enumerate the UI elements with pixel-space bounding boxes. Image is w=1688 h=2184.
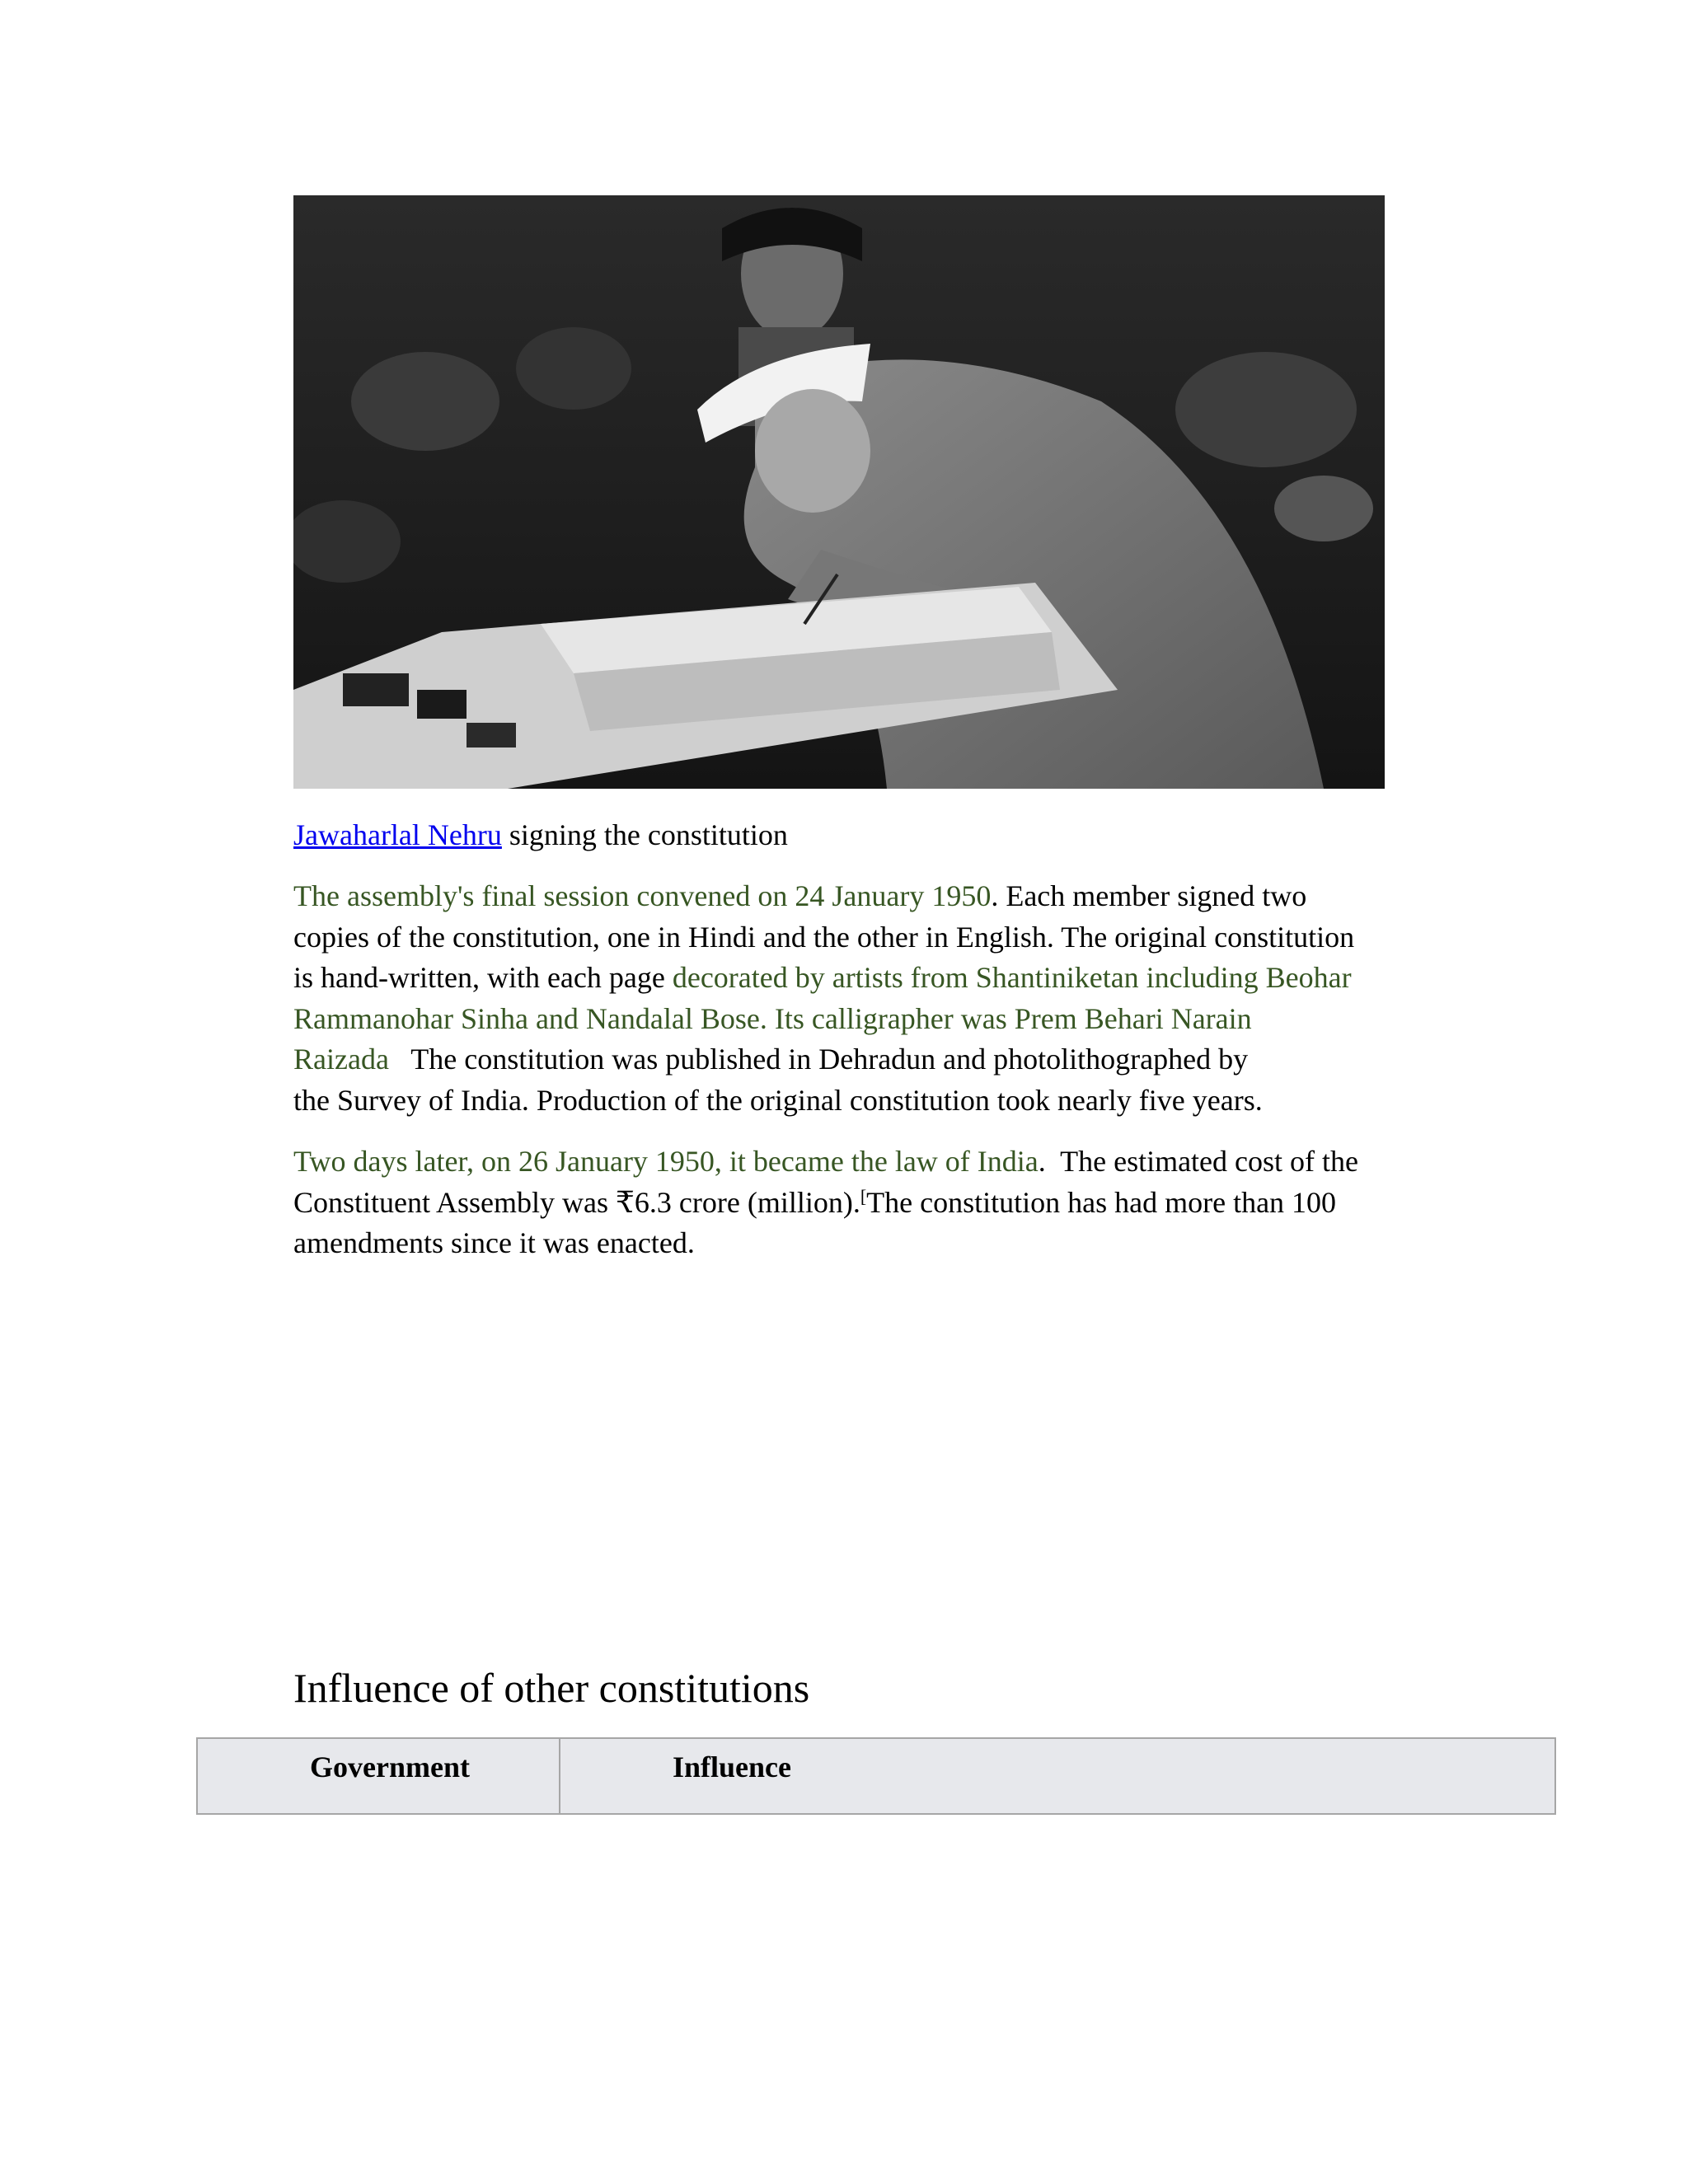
assembly-paragraph <box>293 876 1489 1121</box>
nehru-link[interactable]: Jawaharlal Nehru <box>293 818 502 851</box>
para2-line: amendments since it was enacted. <box>293 1226 695 1259</box>
table-header-influence: Influence <box>673 1750 791 1783</box>
nehru-signing-photo <box>293 195 1385 789</box>
para1-line: the Survey of India. Production of the original constitution took nearly five years. <box>293 1083 1263 1117</box>
green-text: Two days later, on 26 January 1950, it became the law of India <box>293 1145 1039 1178</box>
body-text: . The estimated cost of the <box>1038 1145 1358 1178</box>
section-heading: Influence of other constitutions <box>293 1665 810 1711</box>
para1-line: Rammanohar Sinha and Nandalal Bose. Its calligrapher was Prem Behari Narain <box>293 1001 1252 1035</box>
green-text: The assembly's final session convened on 24 January 1950 <box>293 879 992 912</box>
citation-bracket[interactable]: [ <box>860 1185 867 1207</box>
body-text: Constituent Assembly was ₹6.3 crore (million). <box>293 1185 860 1219</box>
para1-line: copies of the constitution, one in Hindi and the other in English. The original constitution <box>293 920 1355 954</box>
table-header-government: Government <box>198 1739 560 1813</box>
para1-line <box>293 1039 1489 1080</box>
photo-caption <box>293 814 788 855</box>
photo-illustration <box>293 195 1385 789</box>
body-text: is hand-written, with each page <box>293 961 673 994</box>
influence-table <box>196 1737 1556 1815</box>
green-text: Raizada <box>293 1043 389 1076</box>
para2-line <box>293 1141 1489 1183</box>
para2-line <box>293 1183 1489 1224</box>
body-text: The constitution was published in Dehradun and photolithographed by <box>388 1043 1249 1076</box>
body-text: The constitution has had more than 100 <box>866 1185 1337 1219</box>
body-text: . Each member signed two <box>991 879 1307 912</box>
para1-line <box>293 958 1489 999</box>
para1-line <box>293 876 1489 917</box>
caption-text: signing the constitution <box>501 818 788 851</box>
law-paragraph <box>293 1141 1489 1264</box>
green-text: decorated by artists from Shantiniketan including Beohar <box>672 961 1352 994</box>
